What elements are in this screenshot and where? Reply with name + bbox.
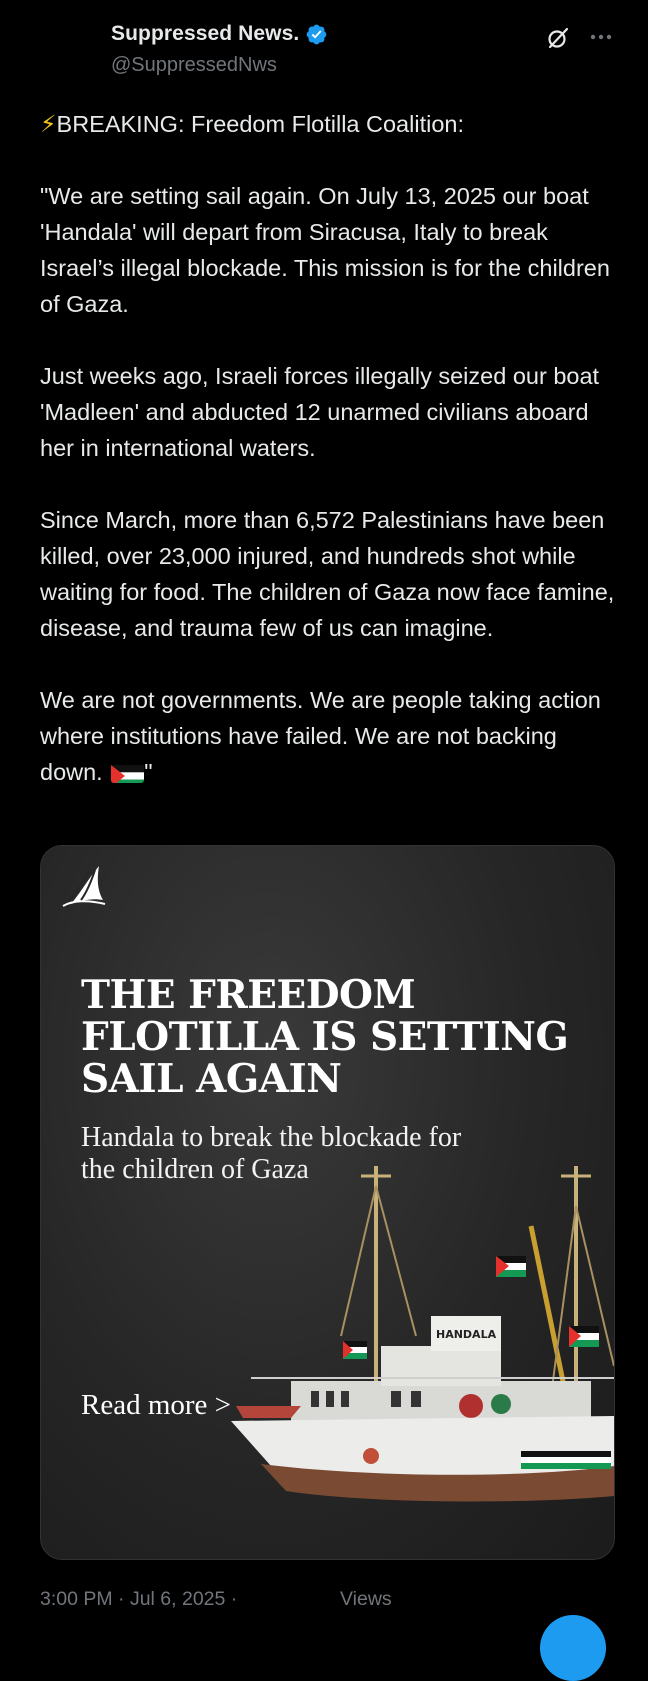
author-handle[interactable]: @SuppressedNws [111, 54, 277, 76]
post-paragraph-4-quote: " [144, 759, 153, 785]
avatar[interactable] [38, 22, 94, 78]
verified-badge-icon [305, 23, 328, 46]
flotilla-logo-icon [59, 862, 109, 912]
grok-icon[interactable] [546, 26, 570, 50]
palestine-flag-icon [111, 761, 144, 783]
post-header [0, 0, 648, 100]
card-title: THE FREEDOM FLOTILLA IS SETTING SAIL AGAIN [81, 972, 569, 1102]
more-icon[interactable] [588, 24, 614, 50]
boat-image [231, 1166, 614, 1546]
post-timestamp[interactable]: 3:00 PM · Jul 6, 2025 · [40, 1588, 238, 1610]
link-card[interactable] [40, 845, 615, 1560]
post-breaking-line [40, 106, 620, 142]
card-subtitle: Handala to break the blockade for the children of Gaza [81, 1122, 462, 1185]
post-paragraph-1: "We are setting sail again. On July 13, 2025 our boat 'Handala' will depart from Siracusa, Italy to break Israel’s illegal blockade. This mission is for the children of Gaza. [40, 183, 610, 317]
author-name-row [111, 22, 328, 46]
post-paragraph-4 [40, 682, 620, 790]
post-paragraph-3: Since March, more than 6,572 Palestinians have been killed, over 23,000 injured, and hundreds shot while waiting for food. The children of Gaza now face famine, disease, and trauma few of us can imagine. [40, 507, 615, 641]
post-paragraph-4-text: We are not governments. We are people taking action where institutions have failed. We are not backing down. [40, 687, 601, 785]
read-more-link[interactable]: Read more > [81, 1389, 232, 1421]
post-paragraph-2: Just weeks ago, Israeli forces illegally seized our boat 'Madleen' and abducted 12 unarmed civilians aboard her in international waters. [40, 363, 600, 461]
author-display-name[interactable]: Suppressed News. [111, 22, 300, 45]
lightning-icon: ⚡ [40, 111, 57, 137]
boat-name-label: HANDALA [436, 1328, 497, 1341]
post-body [40, 106, 620, 826]
boat-flag-1 [496, 1256, 526, 1277]
post-breaking-text: BREAKING: Freedom Flotilla Coalition: [56, 111, 464, 137]
views-label: Views [340, 1588, 392, 1610]
